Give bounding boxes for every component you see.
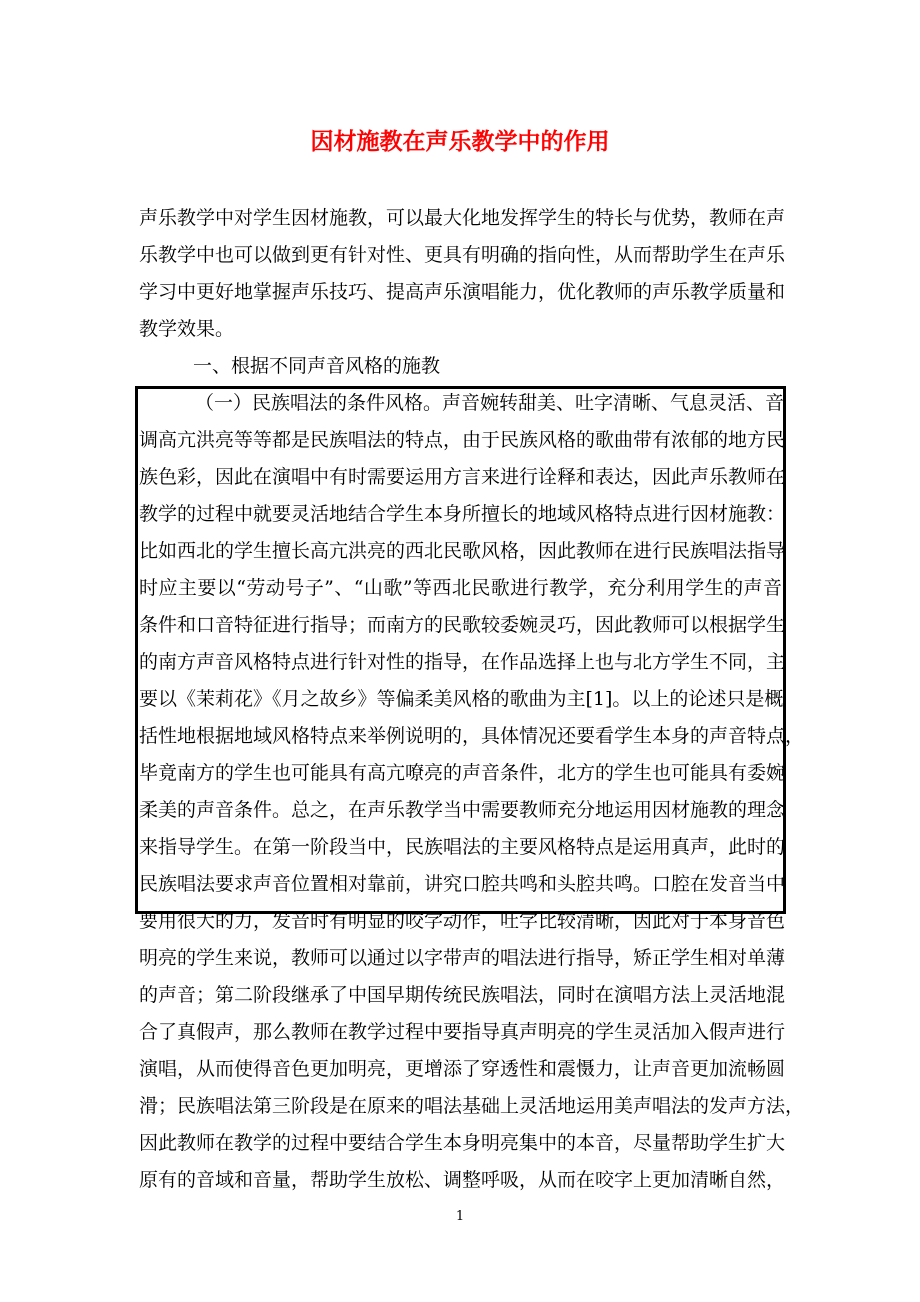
body-line: 调高亢洪亮等等都是民族唱法的特点，由于民族风格的歌曲带有浓郁的地方民 bbox=[139, 429, 786, 451]
body-line: 来指导学生。在第一阶段当中，民族唱法的主要风格特点是运用真声，此时的 bbox=[139, 836, 786, 858]
body-line: 条件和口音特征进行指导；而南方的民歌较委婉灵巧，因此教师可以根据学生 bbox=[139, 614, 786, 636]
document-title: 因材施教在声乐教学中的作用 bbox=[310, 128, 610, 155]
page-number: 1 bbox=[455, 1209, 465, 1224]
body-line: 比如西北的学生擅长高亢洪亮的西北民歌风格，因此教师在进行民族唱法指导 bbox=[139, 540, 786, 562]
body-line: 的南方声音风格特点进行针对性的指导，在作品选择上也与北方学生不同，主 bbox=[139, 651, 786, 673]
body-line: 括性地根据地域风格特点来举例说明的，具体情况还要看学生本身的声音特点， bbox=[139, 725, 805, 747]
body-line: 要以《茉莉花》《月之故乡》等偏柔美风格的歌曲为主[1]。以上的论述只是概 bbox=[139, 688, 784, 710]
body-line: 滑；民族唱法第三阶段是在原来的唱法基础上灵活地运用美声唱法的发声方法， bbox=[139, 1095, 805, 1117]
body-line: 时应主要以“劳动号子”、“山歌”等西北民歌进行教学，充分利用学生的声音 bbox=[139, 577, 782, 599]
body-line: 明亮的学生来说，教师可以通过以字带声的唱法进行指导，矫正学生相对单薄 bbox=[139, 947, 786, 969]
body-line: 合了真假声，那么教师在教学过程中要指导真声明亮的学生灵活加入假声进行 bbox=[139, 1021, 786, 1043]
body-line: 毕竟南方的学生也可能具有高亢嘹亮的声音条件，北方的学生也可能具有委婉 bbox=[139, 762, 786, 784]
body-line: 族色彩，因此在演唱中有时需要运用方言来进行诠释和表达，因此声乐教师在 bbox=[139, 466, 786, 488]
body-line: 民族唱法要求声音位置相对靠前，讲究口腔共鸣和头腔共鸣。口腔在发音当中 bbox=[139, 873, 786, 895]
body-line: 原有的音域和音量，帮助学生放松、调整呼吸，从而在咬字上更加清晰自然， bbox=[139, 1169, 786, 1191]
intro-line: 乐教学中也可以做到更有针对性、更具有明确的指向性，从而帮助学生在声乐 bbox=[139, 244, 786, 266]
body-line: 柔美的声音条件。总之，在声乐教学当中需要教师充分地运用因材施教的理念 bbox=[139, 799, 786, 821]
intro-line: 学习中更好地掌握声乐技巧、提高声乐演唱能力，优化教师的声乐教学质量和 bbox=[139, 281, 786, 303]
section-heading: 一、根据不同声音风格的施教 bbox=[193, 355, 441, 377]
body-line: 因此教师在教学的过程中要结合学生本身明亮集中的本音，尽量帮助学生扩大 bbox=[139, 1132, 786, 1154]
body-line: 要用很大的力，发音时有明显的咬字动作，吐字比较清晰，因此对于本身音色 bbox=[139, 910, 786, 932]
body-line: （一）民族唱法的条件风格。声音婉转甜美、吐字清晰、气息灵活、音 bbox=[195, 392, 785, 414]
intro-line: 声乐教学中对学生因材施教，可以最大化地发挥学生的特长与优势，教师在声 bbox=[139, 207, 786, 229]
body-line: 的声音；第二阶段继承了中国早期传统民族唱法，同时在演唱方法上灵活地混 bbox=[139, 984, 786, 1006]
body-line: 演唱，从而使得音色更加明亮，更增添了穿透性和震慑力，让声音更加流畅圆 bbox=[139, 1058, 786, 1080]
intro-line: 教学效果。 bbox=[139, 318, 235, 340]
body-line: 教学的过程中就要灵活地结合学生本身所擅长的地域风格特点进行因材施教： bbox=[139, 503, 786, 525]
